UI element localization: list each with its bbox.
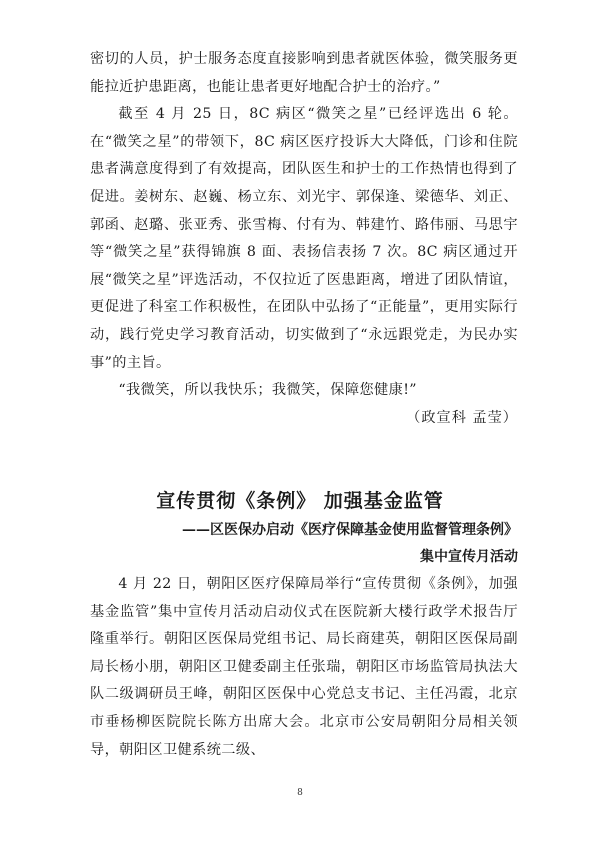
paragraph-intro: 4 月 22 日，朝阳区医疗保障局举行“宣传贯彻《条例》，加强基金监管”集中宣传月活动启动仪式在医院新大楼行政学术报告厅隆重举行。朝阳区医保局党组书记、局长商建英，朝阳区医保局副局长杨小朋，朝阳区卫健委副主任张瑞，朝阳区市场监管局执法大队二级调研员王峰，朝阳区医保中心党总支书记、主任冯霞，北京市垂杨柳医院院长陈方出席大会。北京市公安局朝阳分局相关领导，朝阳区卫健系统二级、: [90, 576, 518, 758]
article-title: 宣传贯彻《条例》 加强基金监管: [156, 490, 444, 512]
article-smile-star: [90, 46, 518, 432]
article-fund-supervision: [90, 571, 518, 764]
page-number: 8: [297, 788, 303, 798]
article-subtitle-line2: 集中宣传月活动: [420, 549, 518, 565]
article-subtitle-line1: ——区医保办启动《医疗保障基金使用监督管理条例》: [182, 522, 518, 538]
closing-quote: “我微笑，所以我快乐；我微笑，保障您健康!”: [118, 382, 417, 399]
paragraph-continuation: 密切的人员，护士服务态度直接影响到患者就医体验，微笑服务更能拉近护患距离，也能让患者更好地配合护士的治疗。”: [90, 51, 518, 95]
paragraph-results: 截至 4 月 25 日，8C 病区“微笑之星”已经评选出 6 轮。在“微笑之星”的带领下，8C 病区医疗投诉大大降低，门诊和住院患者满意度得到了有效提高，团队医生和护士的工作热情也得到了促进。姜树东、赵巍、杨立东、刘光宇、郭保逢、梁德华、刘正、郭函、赵璐、张亚秀、张雪梅、付有为、韩建竹、路伟丽、马思宇等“微笑之星”获得锦旗 8 面、表扬信表扬 7 次。8C 病区通过开展“微笑之星”评选活动，不仅拉近了医患距离，增进了团队情谊，更促进了科室工作积极性，在团队中弘扬了“正能量”，更用实际行动，践行党史学习教育活动，切实做到了“永远跟党走，为民办实事”的主旨。: [90, 106, 518, 371]
author-signature: （政宣科 孟莹）: [406, 409, 518, 426]
